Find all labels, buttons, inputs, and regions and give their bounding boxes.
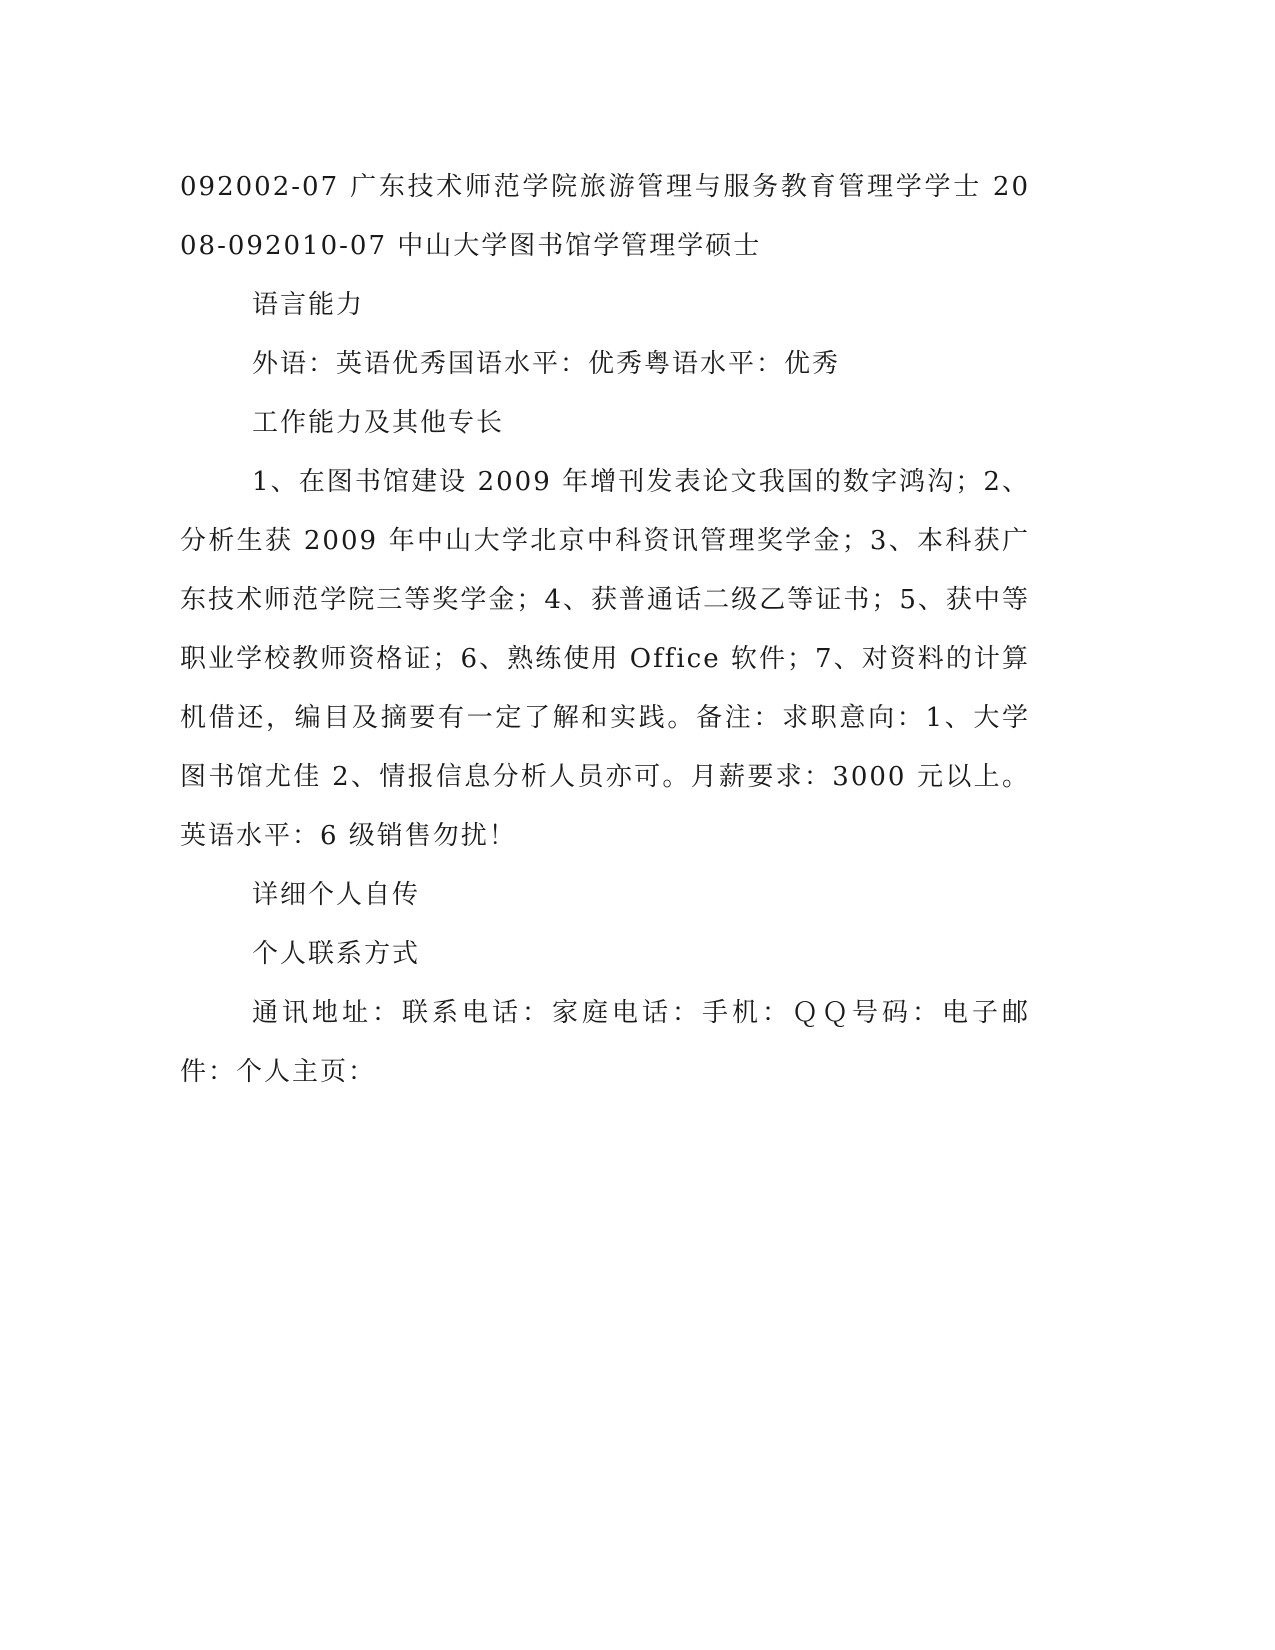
skills-detail-paragraph: 1、在图书馆建设 2009 年增刊发表论文我国的数字鸿沟；2、分析生获 2009 年中山大学北京中科资讯管理奖学金；3、本科获广东技术师范学院三等奖学金；4、获普通话二级乙等证书；5、获中等职业学校教师资格证；6、熟练使用 Office 软件；7、对资料的计算机借还，编目及摘要有一定了解和实践。备注：求职意向：1、大学图书馆尤佳 2、情报信息分析人员亦可。月薪要求：3000 元以上。英语水平：6 级销售勿扰！ xyxy=(180,467,1030,851)
language-heading: 语言能力 xyxy=(252,290,365,320)
language-detail: 外语：英语优秀国语水平：优秀粤语水平：优秀 xyxy=(252,349,841,379)
skills-heading: 工作能力及其他专长 xyxy=(252,408,505,438)
contact-heading: 个人联系方式 xyxy=(252,939,421,969)
autobiography-heading: 详细个人自传 xyxy=(252,880,421,910)
education-paragraph: 092002-07 广东技术师范学院旅游管理与服务教育管理学学士 2008-092010-07 中山大学图书馆学管理学硕士 xyxy=(180,172,1030,261)
document-body xyxy=(180,158,1030,1102)
contact-detail: 通讯地址：联系电话：家庭电话：手机：ＱＱ号码：电子邮件：个人主页： xyxy=(180,998,1030,1087)
